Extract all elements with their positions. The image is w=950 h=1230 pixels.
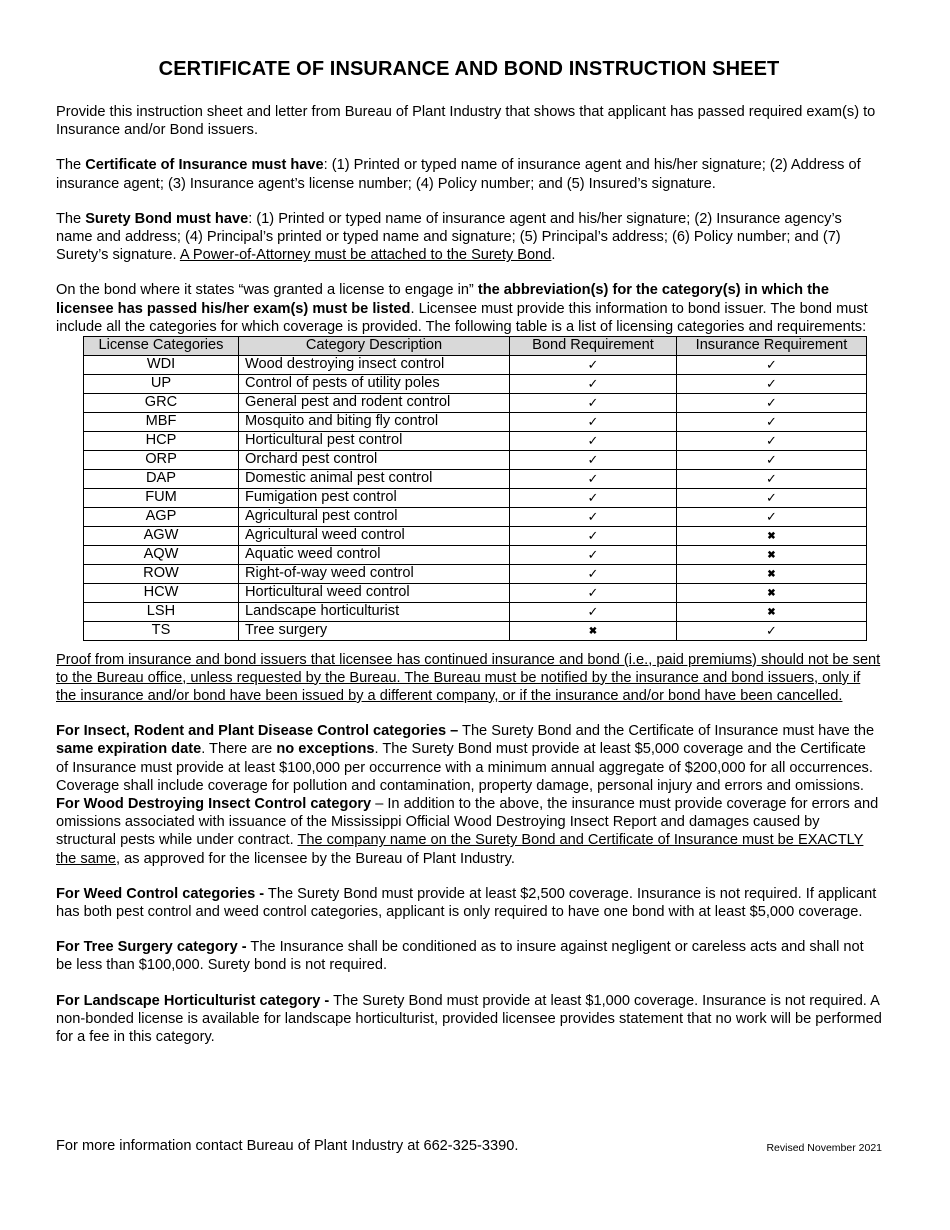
category-code: HCW	[84, 583, 239, 602]
insurance-requirement	[677, 393, 867, 412]
table-row	[84, 507, 867, 526]
category-description: Orchard pest control	[239, 450, 510, 469]
coi-heading: Certificate of Insurance must have	[85, 157, 324, 174]
insurance-requirement	[677, 602, 867, 621]
document-page	[56, 58, 882, 1063]
bond-requirement	[510, 545, 677, 564]
insurance-requirement	[677, 545, 867, 564]
table-header-row	[84, 337, 867, 356]
category-code: UP	[84, 374, 239, 393]
surety-paragraph: The Surety Bond must have: (1) Printed or typed name of insurance agent and his/her signature; (2) Insurance agency’s name and address; (4) Principal’s printed or typed name and signature; (5) Principal’s address; (6) Policy number; and (7) Surety’s signature. A Power-of-Attorney must be attached to the Surety Bond.	[56, 210, 842, 264]
category-description: General pest and rodent control	[239, 393, 510, 412]
checkmark-icon: ✓	[587, 375, 599, 391]
category-description: Fumigation pest control	[239, 488, 510, 507]
revised-date: Revised November 2021	[766, 1142, 882, 1154]
bond-requirement	[510, 431, 677, 450]
intro-paragraph: Provide this instruction sheet and letter from Bureau of Plant Industry that shows that applicant has passed required exam(s) to Insurance and/or Bond issuers.	[56, 104, 876, 139]
category-code: MBF	[84, 412, 239, 431]
coi-paragraph: The Certificate of Insurance must have: (1) Printed or typed name of insurance agent and his/her signature; (2) Address of insurance agent; (3) Insurance agent’s license number; (4) Policy number; and (5) Insured’s signature.	[56, 157, 861, 192]
license-categories-table	[83, 336, 867, 641]
category-code: ROW	[84, 564, 239, 583]
insurance-requirement	[677, 355, 867, 374]
bond-requirement	[510, 526, 677, 545]
category-description: Horticultural weed control	[239, 583, 510, 602]
table-row	[84, 602, 867, 621]
category-description: Mosquito and biting fly control	[239, 412, 510, 431]
bond-paragraph: On the bond where it states “was granted a license to engage in” the abbreviation(s) for the category(s) in which the licensee has passed his/her exam(s) must be listed. Licensee must provide this information to bond issuer. The bond must include all the categories for which coverage is provided. The following table is a list of licensing categories and requirements:	[56, 282, 868, 335]
table-row	[84, 545, 867, 564]
insurance-requirement	[677, 564, 867, 583]
bond-requirement	[510, 450, 677, 469]
contact-info: For more information contact Bureau of Plant Industry at 662-325-3390.	[56, 1138, 519, 1154]
table-row	[84, 374, 867, 393]
checkmark-icon: ✓	[766, 622, 777, 638]
insurance-requirement	[677, 488, 867, 507]
header-category-description: Category Description	[239, 337, 510, 356]
category-description: Agricultural pest control	[239, 507, 510, 526]
document-title: CERTIFICATE OF INSURANCE AND BOND INSTRUCTION SHEET	[158, 58, 780, 80]
checkmark-icon: ✓	[587, 508, 599, 524]
table-row	[84, 431, 867, 450]
category-code: TS	[84, 621, 239, 640]
table-row	[84, 393, 867, 412]
checkmark-icon: ✓	[587, 451, 599, 467]
category-description: Right-of-way weed control	[239, 564, 510, 583]
category-description: Agricultural weed control	[239, 526, 510, 545]
category-description: Control of pests of utility poles	[239, 374, 510, 393]
power-of-attorney-note: A Power-of-Attorney must be attached to the Surety Bond	[179, 247, 552, 264]
header-insurance-requirement: Insurance Requirement	[677, 337, 867, 356]
cross-icon: ✖	[767, 568, 776, 580]
category-code: AQW	[84, 545, 239, 564]
checkmark-icon: ✓	[587, 394, 599, 410]
category-code: HCP	[84, 431, 239, 450]
table-row	[84, 621, 867, 640]
category-code: AGP	[84, 507, 239, 526]
bond-heading: the abbreviation(s) for the category(s) in which the licensee has passed his/her exam(s) must be listed	[56, 282, 829, 317]
category-code: ORP	[84, 450, 239, 469]
table-row	[84, 469, 867, 488]
checkmark-icon: ✓	[766, 356, 777, 372]
category-description: Wood destroying insect control	[239, 355, 510, 374]
bond-requirement	[510, 507, 677, 526]
table-row	[84, 526, 867, 545]
insurance-requirement	[677, 526, 867, 545]
header-bond-requirement: Bond Requirement	[510, 337, 677, 356]
insurance-requirement	[677, 374, 867, 393]
insurance-requirement	[677, 469, 867, 488]
cross-icon: ✖	[767, 587, 776, 599]
checkmark-icon: ✓	[766, 470, 777, 486]
bond-requirement	[510, 488, 677, 507]
checkmark-icon: ✓	[766, 432, 777, 448]
bond-requirement	[510, 621, 677, 640]
bond-requirement	[510, 412, 677, 431]
category-description: Horticultural pest control	[239, 431, 510, 450]
insurance-requirement	[677, 507, 867, 526]
table-row	[84, 355, 867, 374]
checkmark-icon: ✓	[587, 489, 599, 505]
bond-requirement	[510, 583, 677, 602]
table-row	[84, 583, 867, 602]
insect-paragraph: For Insect, Rodent and Plant Disease Control categories – The Surety Bond and the Certificate of Insurance must have the same expiration date. There are no exceptions. The Surety Bond must provide at least $5,000 coverage and the Certificate of Insurance must provide at least $100,000 per occurrence with a minimum annual aggregate of $200,000 for all occurrences. Coverage shall include coverage for pollution and contamination, property damage, personal injury and errors and omissions. For Wood Destroying Insect Control category – In addition to the above, the insurance must provide coverage for errors and omissions associated with issuance of the Mississippi Official Wood Destroying Insect Report and damages caused by structural pests while under contract. The company name on the Surety Bond and Certificate of Insurance must be EXACTLY the same, as approved for the licensee by the Bureau of Plant Industry.	[56, 723, 879, 867]
insurance-requirement	[677, 621, 867, 640]
category-code: AGW	[84, 526, 239, 545]
category-description: Domestic animal pest control	[239, 469, 510, 488]
insurance-requirement	[677, 412, 867, 431]
cross-icon: ✖	[767, 530, 776, 542]
checkmark-icon: ✓	[766, 375, 777, 391]
cross-icon: ✖	[767, 549, 776, 561]
bond-requirement	[510, 355, 677, 374]
category-code: FUM	[84, 488, 239, 507]
checkmark-icon: ✓	[766, 508, 777, 524]
bond-requirement	[510, 564, 677, 583]
bond-requirement	[510, 374, 677, 393]
checkmark-icon: ✓	[766, 451, 777, 467]
footer	[56, 1138, 882, 1154]
surety-heading: Surety Bond must have	[85, 210, 249, 227]
checkmark-icon: ✓	[587, 584, 599, 600]
checkmark-icon: ✓	[587, 603, 599, 619]
proof-paragraph: Proof from insurance and bond issuers that licensee has continued insurance and bond (i.e., paid premiums) should not be sent to the Bureau office, unless requested by the Bureau. The Bureau must be notified by the insurance and bond issuers, only if the insurance and/or bond have been issued by a different company, or if the insurance and/or bond have been cancelled.	[56, 651, 881, 704]
insurance-requirement	[677, 450, 867, 469]
cross-icon: ✖	[767, 606, 776, 618]
table-row	[84, 412, 867, 431]
category-code: WDI	[84, 355, 239, 374]
table-row	[84, 450, 867, 469]
checkmark-icon: ✓	[587, 432, 599, 448]
checkmark-icon: ✓	[587, 565, 599, 581]
bond-requirement	[510, 393, 677, 412]
category-description: Aquatic weed control	[239, 545, 510, 564]
category-code: LSH	[84, 602, 239, 621]
weed-paragraph: For Weed Control categories - The Surety Bond must provide at least $2,500 coverage. Insurance is not required. If applicant has both pest control and weed control categories, applicant is only required to have one bond with at least $5,000 coverage.	[56, 885, 877, 920]
checkmark-icon: ✓	[587, 413, 599, 429]
checkmark-icon: ✓	[587, 356, 599, 372]
table-body	[84, 355, 867, 640]
bond-requirement	[510, 602, 677, 621]
table-row	[84, 488, 867, 507]
category-description: Tree surgery	[239, 621, 510, 640]
tree-paragraph: For Tree Surgery category - The Insurance shall be conditioned as to insure against negligent or careless acts and shall not be less than $100,000. Surety bond is not required.	[56, 939, 864, 974]
category-code: GRC	[84, 393, 239, 412]
insurance-requirement	[677, 431, 867, 450]
checkmark-icon: ✓	[766, 394, 777, 410]
insurance-requirement	[677, 583, 867, 602]
checkmark-icon: ✓	[587, 470, 599, 486]
checkmark-icon: ✓	[766, 413, 777, 429]
landscape-paragraph: For Landscape Horticulturist category - The Surety Bond must provide at least $1,000 coverage. Insurance is not required. A non-bonded license is available for landscape horticulturist, provided licensee provides statement that no work will be performed for a fee in this category.	[56, 992, 882, 1045]
bond-requirement	[510, 469, 677, 488]
checkmark-icon: ✓	[766, 489, 777, 505]
table-row	[84, 564, 867, 583]
checkmark-icon: ✓	[587, 527, 599, 543]
checkmark-icon: ✓	[587, 546, 599, 562]
header-license-categories: License Categories	[84, 337, 239, 356]
category-code: DAP	[84, 469, 239, 488]
category-description: Landscape horticulturist	[239, 602, 510, 621]
cross-icon: ✖	[588, 625, 598, 637]
